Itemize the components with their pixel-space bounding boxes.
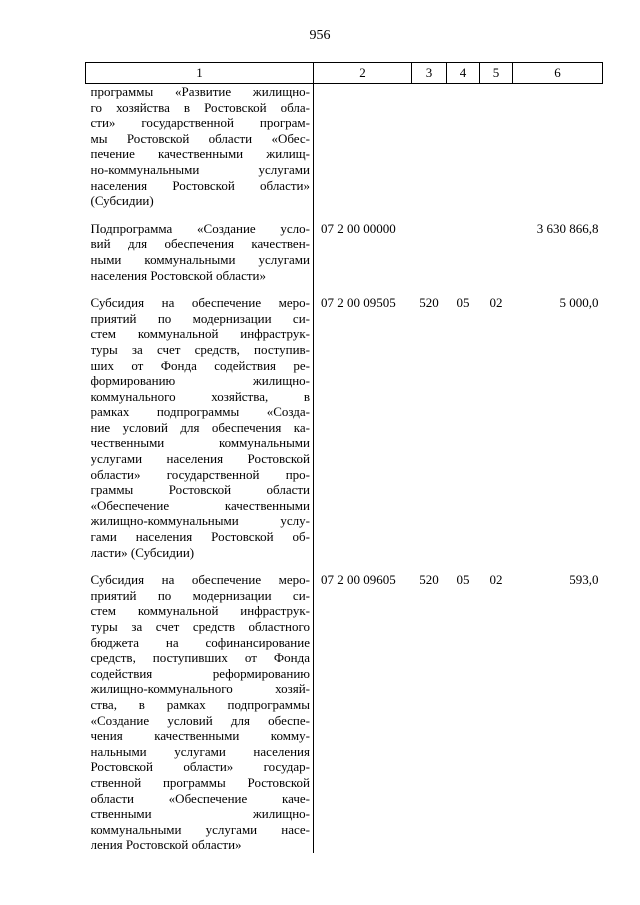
- row-name-line: услугами населения Ростовской: [90, 451, 310, 467]
- row-col5: 02: [489, 572, 503, 588]
- row-name-line: содействия реформированию: [90, 665, 310, 681]
- row-name-line: Субсидия на обеспечение меро-: [90, 295, 310, 311]
- row-name-line: программы «Развитие жилищно-: [90, 84, 310, 99]
- row-col5: [480, 84, 513, 209]
- row-name-line: «Обеспечение качественными: [90, 497, 310, 513]
- row-col3: [412, 84, 447, 209]
- row-name-line: ственными жилищно-: [90, 806, 310, 822]
- row-name-line: Субсидия на обеспечение меро-: [90, 572, 310, 588]
- spacer-cell: [412, 283, 447, 295]
- row-name-line: го хозяйства в Ростовской обла-: [90, 99, 310, 115]
- row-name-line: нальными услугами населения: [90, 743, 310, 759]
- row-col3: 520: [419, 295, 439, 311]
- column-header: 6: [513, 63, 603, 84]
- row-name-line: сти» государственной програм-: [90, 115, 310, 131]
- row-name-cell: [86, 295, 314, 560]
- row-name-line: области «Обеспечение каче-: [90, 790, 310, 806]
- spacer-cell: [86, 560, 314, 572]
- row-code: [314, 84, 412, 209]
- row-name-line: чения качественными комму-: [90, 728, 310, 744]
- row-name-line: жилищно-коммунальными услу-: [90, 513, 310, 529]
- row-name-line: мы Ростовской области «Обес-: [90, 130, 310, 146]
- row-col5: [480, 221, 513, 283]
- row-name-line: но-коммунальными услугами: [90, 161, 310, 177]
- spacer-cell: [447, 209, 480, 221]
- spacer-cell: [513, 560, 603, 572]
- row-col3: 520: [419, 572, 439, 588]
- spacer-cell: [447, 560, 480, 572]
- table-row: [86, 84, 603, 209]
- row-spacer: [86, 283, 603, 295]
- row-code: 07 2 00 09505: [321, 295, 396, 311]
- row-name-cell: [86, 221, 314, 283]
- spacer-cell: [86, 283, 314, 295]
- spacer-cell: [513, 283, 603, 295]
- row-name-line: коммунального хозяйства, в: [90, 388, 310, 404]
- row-name-line: ласти» (Субсидии): [90, 544, 195, 560]
- row-name-line: ние условий для обеспечения ка-: [90, 419, 310, 435]
- row-name-line: формированию жилищно-: [90, 373, 310, 389]
- table-row: [86, 221, 603, 283]
- row-name-line: приятий по модернизации си-: [90, 310, 310, 326]
- row-name-line: приятий по модернизации си-: [90, 587, 310, 603]
- row-name-line: стем коммунальной инфраструк-: [90, 603, 310, 619]
- spacer-cell: [447, 283, 480, 295]
- spacer-cell: [314, 209, 412, 221]
- row-name-line: жилищно-коммунального хозяй-: [90, 681, 310, 697]
- row-name-line: (Субсидии): [90, 193, 154, 209]
- row-name-line: ства, в рамках подпрограммы: [90, 696, 310, 712]
- row-name-line: граммы Ростовской области: [90, 482, 310, 498]
- row-name-line: туры за счет средств, поступив-: [90, 341, 310, 357]
- row-amount: [513, 84, 603, 209]
- spacer-cell: [513, 209, 603, 221]
- row-name-line: «Создание условий для обеспе-: [90, 712, 310, 728]
- spacer-cell: [314, 560, 412, 572]
- row-col5: 02: [489, 295, 503, 311]
- table-body: [86, 84, 603, 853]
- row-name-line: Ростовской области» государ-: [90, 759, 310, 775]
- page-number: 956: [309, 28, 331, 43]
- column-header: 1: [86, 63, 314, 84]
- row-name-line: населения Ростовской области»: [90, 267, 266, 283]
- row-spacer: [86, 209, 603, 221]
- table-row: [86, 295, 603, 560]
- row-name-line: печение качественными жилищ-: [90, 146, 310, 162]
- row-spacer: [86, 560, 603, 572]
- row-amount: 3 630 866,8: [536, 220, 599, 236]
- row-name-line: ления Ростовской области»: [90, 837, 242, 853]
- column-header: 2: [314, 63, 412, 84]
- row-name-cell: [86, 572, 314, 853]
- row-name-line: стем коммунальной инфраструк-: [90, 326, 310, 342]
- row-col4: 05: [456, 295, 470, 311]
- budget-table: [85, 62, 603, 853]
- row-name-line: населения Ростовской области»: [90, 177, 310, 193]
- row-name-line: гами населения Ростовской об-: [90, 529, 310, 545]
- spacer-cell: [314, 283, 412, 295]
- row-name-line: бюджета на софинансирование: [90, 634, 310, 650]
- spacer-cell: [480, 560, 513, 572]
- table-row: [86, 572, 603, 853]
- row-name-line: ственной программы Ростовской: [90, 774, 310, 790]
- row-name-cell: [86, 84, 314, 209]
- row-col4: 05: [456, 572, 470, 588]
- row-name-line: ших от Фонда содействия ре-: [90, 357, 310, 373]
- row-amount: 593,0: [569, 572, 599, 588]
- row-name-line: туры за счет средств областного: [90, 619, 310, 634]
- row-amount: 5 000,0: [559, 295, 599, 311]
- row-name-line: чественными коммунальными: [90, 435, 310, 451]
- row-code: 07 2 00 00000: [321, 220, 396, 236]
- spacer-cell: [480, 283, 513, 295]
- row-name-line: коммунальными услугами насе-: [90, 821, 310, 837]
- row-name-line: области» государственной про-: [90, 466, 310, 482]
- spacer-cell: [86, 209, 314, 221]
- column-header: 4: [447, 63, 480, 84]
- row-name-line: средств, поступивших от Фонда: [90, 650, 310, 666]
- row-name-line: Подпрограмма «Создание усло-: [90, 220, 310, 236]
- spacer-cell: [412, 209, 447, 221]
- spacer-cell: [480, 209, 513, 221]
- row-name-line: ными коммунальными услугами: [90, 251, 310, 267]
- row-name-line: вий для обеспечения качествен-: [90, 236, 310, 252]
- table-header-row: [86, 63, 603, 84]
- row-col3: [412, 221, 447, 283]
- column-header: 3: [412, 63, 447, 84]
- spacer-cell: [412, 560, 447, 572]
- row-name-line: рамках подпрограммы «Созда-: [90, 404, 310, 420]
- column-header: 5: [480, 63, 513, 84]
- row-code: 07 2 00 09605: [321, 572, 396, 588]
- row-col4: [447, 221, 480, 283]
- row-col4: [447, 84, 480, 209]
